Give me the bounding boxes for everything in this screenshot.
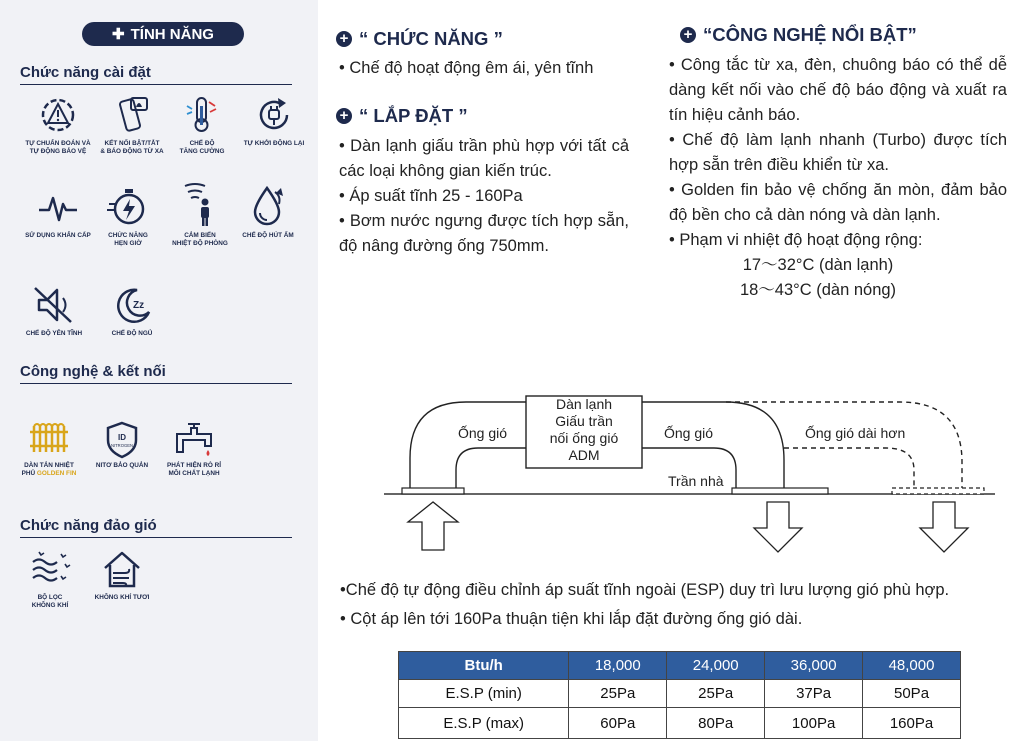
table-header-cell: 36,000 — [765, 652, 863, 680]
install-heading — [336, 105, 468, 127]
badge-nitrogen-text: NITROGEN — [110, 443, 134, 448]
arrow-down-icon — [920, 502, 968, 552]
table-header-cell: 48,000 — [863, 652, 961, 680]
room-sensor-icon — [177, 180, 223, 230]
svg-text:Zz: Zz — [133, 300, 145, 311]
note-item: •Chế độ tự động điều chỉnh áp suất tĩnh ngoài (ESP) duy trì lưu lượng gió phù hợp. — [340, 581, 950, 599]
dehumidify-icon — [245, 180, 291, 230]
feature-label: TỰ CHUẨN ĐOÁN VÀ TỰ ĐỘNG BẢO VỆ — [25, 140, 91, 155]
table-row — [399, 680, 961, 708]
tech-list — [669, 53, 1007, 303]
duct-long-inner — [784, 448, 914, 490]
feature-label: KẾT NỐI BẬT/TẮT & BÁO ĐỘNG TỪ XA — [100, 140, 164, 155]
tech-item: • Công tắc từ xa, đèn, chuông báo có thể dễ dàng kết nối vào chế độ báo động và xuất ra tín hiệu cảnh báo. — [669, 56, 1007, 124]
tech-item: • Phạm vi nhiệt độ hoạt động rộng: — [669, 231, 923, 249]
install-item: • Dàn lạnh giấu trần phù hợp với tất cả các loại không gian kiến trúc. — [339, 137, 629, 180]
sleep-moon-icon — [109, 282, 155, 328]
feature-label-main: DÀN TẢN NHIỆT PHỦ — [21, 462, 74, 477]
range-indoor: 17～32°C (dàn lạnh) — [742, 256, 894, 274]
air-filter-icon — [27, 546, 73, 592]
section-divider — [20, 84, 292, 85]
duct-long-outer — [726, 402, 962, 490]
table-cell: 50Pa — [863, 680, 961, 708]
feature-dehumidify — [228, 180, 308, 240]
feature-golden-fin — [9, 420, 89, 477]
grille-right — [732, 488, 828, 494]
feature-boost — [162, 92, 242, 155]
feature-label: SỬ DỤNG KHẨN CẤP — [25, 232, 91, 239]
feature-remote-alarm — [92, 92, 172, 155]
duct-left-label: Ống gió — [458, 425, 508, 441]
section-divider — [20, 383, 292, 384]
timer-icon — [105, 184, 151, 230]
plus-circle-icon: + — [336, 108, 352, 124]
feature-sleep — [92, 282, 172, 338]
unit-label-line3: nối ống gió — [549, 430, 619, 446]
table-header-row — [399, 652, 961, 680]
table-row — [399, 708, 961, 739]
feature-fresh-air — [82, 546, 162, 602]
feature-auto-restart — [234, 92, 314, 148]
table-header-cell: 18,000 — [569, 652, 667, 680]
table-header-cell: 24,000 — [667, 652, 765, 680]
function-heading-text: “ CHỨC NĂNG ” — [359, 28, 503, 49]
feature-label: CHẾ ĐỘ TĂNG CƯỜNG — [179, 140, 225, 155]
table-cell: 100Pa — [765, 708, 863, 739]
feature-label: NITƠ BẢO QUẢN — [95, 462, 149, 469]
install-list — [339, 134, 629, 259]
tech-item: • Chế độ làm lạnh nhanh (Turbo) được tích hợp sẵn trên điều khiển từ xa. — [669, 131, 1007, 174]
feature-label: BỘ LỌC KHÔNG KHÍ — [31, 594, 69, 609]
features-badge-label: TÍNH NĂNG — [130, 25, 214, 43]
plus-circle-icon: + — [680, 27, 696, 43]
unit-label-line1: Dàn lạnh — [555, 396, 613, 412]
thermometer-icon — [179, 92, 225, 138]
tech-item: • Golden fin bảo vệ chống ăn mòn, đảm bảo độ bền cho cả dàn nóng và dàn lạnh. — [669, 181, 1007, 224]
unit-label-line2: Giấu trần — [555, 413, 613, 429]
self-diagnosis-icon — [35, 92, 81, 138]
install-item: • Bơm nước ngưng được tích hợp sẵn, độ nâng đường ống 750mm. — [339, 212, 629, 255]
range-outdoor: 18～43°C (dàn nóng) — [739, 281, 897, 299]
tech-heading — [680, 24, 917, 46]
table-cell: E.S.P (min) — [399, 680, 569, 708]
auto-restart-icon — [251, 92, 297, 138]
duct-long-label: Ống gió dài hơn — [805, 425, 906, 441]
nitrogen-shield-icon — [99, 420, 145, 460]
section-install-title: Chức năng cài đặt — [20, 64, 151, 81]
function-heading — [336, 28, 503, 50]
feature-label: CHẾ ĐỘ YÊN TĨNH — [25, 330, 83, 337]
golden-fin-icon — [26, 420, 72, 460]
badge-id-text: ID — [118, 433, 126, 442]
arrow-down-icon — [754, 502, 802, 552]
unit-label-line4: ADM — [568, 447, 600, 463]
duct-diagram — [380, 390, 1000, 560]
table-cell: 25Pa — [569, 680, 667, 708]
leak-detect-icon — [171, 420, 217, 460]
table-cell: 80Pa — [667, 708, 765, 739]
features-sidebar — [0, 0, 318, 741]
section-tech-title: Công nghệ & kết nối — [20, 363, 166, 380]
feature-label: CẢM BIẾN NHIỆT ĐỘ PHÒNG — [172, 232, 228, 247]
grille-left — [402, 488, 464, 494]
function-item: • Chế độ hoạt động êm ái, yên tĩnh — [339, 59, 594, 77]
feature-nitrogen — [82, 420, 162, 470]
feature-emergency — [18, 184, 98, 240]
feature-label — [9, 462, 89, 477]
ceiling-label: Trần nhà — [668, 473, 724, 489]
feature-leak-detect — [154, 420, 234, 477]
arrow-up-icon — [408, 502, 458, 550]
install-item: • Áp suất tĩnh 25 - 160Pa — [339, 187, 523, 205]
duct-left-inner — [456, 448, 526, 490]
feature-label: CHẾ ĐỘ NGỦ — [111, 330, 153, 337]
emergency-pulse-icon — [35, 184, 81, 230]
install-heading-text: “ LẮP ĐẶT ” — [359, 105, 468, 126]
table-cell: 160Pa — [863, 708, 961, 739]
feature-label: CHẾ ĐỘ HÚT ẨM — [242, 232, 294, 239]
function-list — [339, 56, 639, 81]
table-cell: E.S.P (max) — [399, 708, 569, 739]
note-item: • Cột áp lên tới 160Pa thuận tiện khi lắp đặt đường ống gió dài. — [340, 610, 803, 628]
plus-circle-icon: + — [336, 31, 352, 47]
feature-label: TỰ KHỞI ĐỘNG LẠI — [243, 140, 305, 147]
feature-label: PHÁT HIỆN RÒ RỈ MÔI CHẤT LẠNH — [167, 462, 221, 477]
duct-right-label: Ống gió — [664, 425, 714, 441]
notes-list — [340, 578, 1020, 632]
esp-table — [398, 651, 961, 739]
section-divider — [20, 537, 292, 538]
table-cell: 60Pa — [569, 708, 667, 739]
feature-quiet — [14, 282, 94, 338]
table-header-cell: Btu/h — [399, 652, 569, 680]
duct-left-outer — [410, 402, 526, 490]
mute-icon — [31, 282, 77, 328]
tech-heading-text: “CÔNG NGHỆ NỔI BẬT” — [703, 24, 917, 45]
fresh-air-house-icon — [99, 546, 145, 592]
table-cell: 25Pa — [667, 680, 765, 708]
feature-label: KHÔNG KHÍ TƯƠI — [94, 594, 150, 601]
feature-label-gold: GOLDEN FIN — [36, 469, 77, 477]
feature-air-filter — [10, 546, 90, 609]
section-swing-title: Chức năng đảo gió — [20, 517, 157, 534]
features-badge — [82, 22, 244, 46]
feature-self-diagnosis — [18, 92, 98, 155]
remote-alarm-icon — [109, 92, 155, 138]
feature-label: CHỨC NĂNG HẸN GIỜ — [108, 232, 148, 247]
table-cell: 37Pa — [765, 680, 863, 708]
grille-far — [892, 488, 984, 494]
plus-icon: ✚ — [112, 26, 125, 43]
feature-timer — [88, 184, 168, 247]
